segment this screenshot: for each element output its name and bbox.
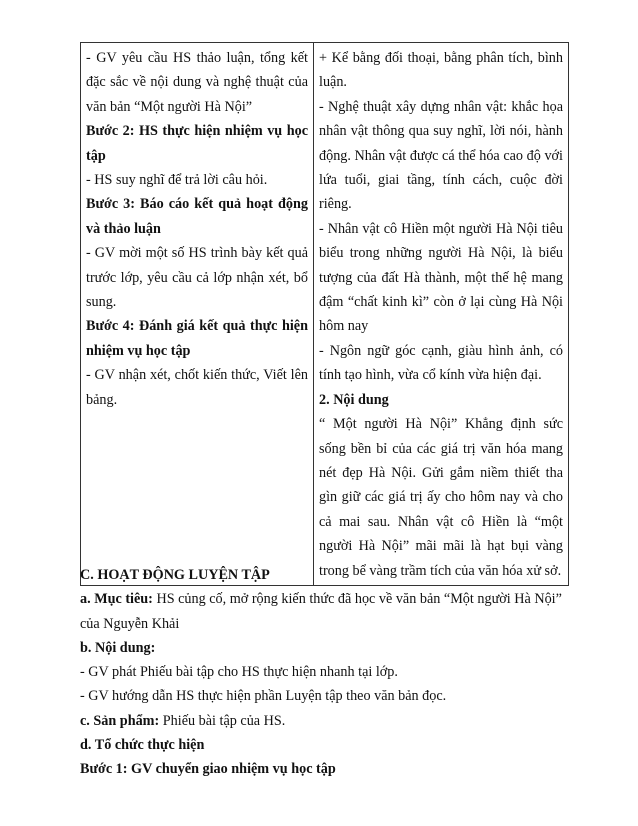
right-paragraph: 2. Nội dung: [319, 391, 389, 408]
left-paragraph: Bước 2: HS thực hiện nhiệm vụ học tập: [86, 123, 308, 164]
practice-line: [80, 612, 563, 636]
right-paragraph: - Ngôn ngữ góc cạnh, giàu hình ảnh, có tính tạo hình, vừa cổ kính vừa hiện đại.: [319, 342, 563, 384]
left-paragraph: Bước 3: Báo cáo kết quả hoạt động và thảo luận: [86, 196, 308, 237]
practice-text: - GV hướng dẫn HS thực hiện phần Luyện tập theo văn bản đọc.: [80, 688, 447, 705]
practice-label: b. Nội dung:: [80, 639, 156, 656]
practice-line: [80, 636, 563, 660]
practice-label: a. Mục tiêu:: [80, 591, 153, 608]
practice-text: - GV phát Phiếu bài tập cho HS thực hiện nhanh tại lớp.: [80, 664, 398, 681]
left-paragraph: - GV mời một số HS trình bày kết quả trước lớp, yêu cầu cả lớp nhận xét, bổ sung.: [86, 245, 308, 311]
practice-line: [80, 660, 563, 684]
left-paragraph: Bước 4: Đánh giá kết quả thực hiện nhiệm vụ học tập: [86, 318, 308, 359]
practice-section: [80, 563, 563, 782]
teacher-activity-cell: [81, 43, 314, 586]
right-paragraph: - Nhân vật cô Hiền một người Hà Nội tiêu biểu trong những người Hà Nội, là biểu tượng của đất Hà thành, một thế hệ mang đậm “chất kinh kì” còn ở lại cùng Hà Nội hôm nay: [319, 220, 563, 335]
practice-text: Phiếu bài tập của HS.: [159, 712, 286, 729]
practice-line: [80, 709, 563, 733]
table-row: [81, 43, 569, 586]
right-paragraph: + Kể bằng đối thoại, bằng phân tích, bình luận.: [319, 50, 563, 91]
practice-label: Bước 1: GV chuyển giao nhiệm vụ học tập: [80, 761, 336, 778]
practice-label: c. Sản phẩm:: [80, 712, 160, 729]
left-paragraph: - GV yêu cầu HS thảo luận, tổng kết đặc sắc về nội dung và nghệ thuật của văn bản “Một người Hà Nội”: [86, 50, 308, 115]
practice-line: [80, 684, 563, 708]
practice-text: của Nguyễn Khải: [80, 615, 180, 632]
practice-text: HS củng cố, mở rộng kiến thức đã học về văn bản “Một người Hà Nội”: [152, 591, 562, 608]
right-paragraph: - Nghệ thuật xây dựng nhân vật: khắc họa nhân vật thông qua suy nghĩ, lời nói, hành động. Nhân vật được cá thể hóa cao độ với lứa tuổi, giai tầng, tính cách, cuộc đời riêng.: [319, 98, 563, 213]
practice-line: [80, 757, 563, 781]
left-paragraph: - HS suy nghĩ để trả lời câu hỏi.: [86, 172, 268, 189]
left-paragraph: - GV nhận xét, chốt kiến thức, Viết lên bảng.: [86, 367, 308, 408]
lesson-table: [80, 42, 569, 586]
practice-line: [80, 587, 563, 611]
practice-label: d. Tổ chức thực hiện: [80, 737, 205, 754]
practice-label: C. HOẠT ĐỘNG LUYỆN TẬP: [80, 567, 270, 583]
practice-line: [80, 563, 563, 587]
right-paragraph: “ Một người Hà Nội” Khẳng định sức sống bền bỉ của các giá trị văn hóa mang nét đẹp Hà Nội. Gửi gắm niềm thiết tha gìn giữ các giá trị ấy cho hôm nay và cho cả mai sau. Nhân vật cô Hiền là “một người Hà Nội” mãi mãi là hạt bụi vàng trong bể vàng trầm tích của văn hóa xử sở.: [319, 416, 563, 579]
content-cell: [314, 43, 569, 586]
practice-line: [80, 733, 563, 757]
